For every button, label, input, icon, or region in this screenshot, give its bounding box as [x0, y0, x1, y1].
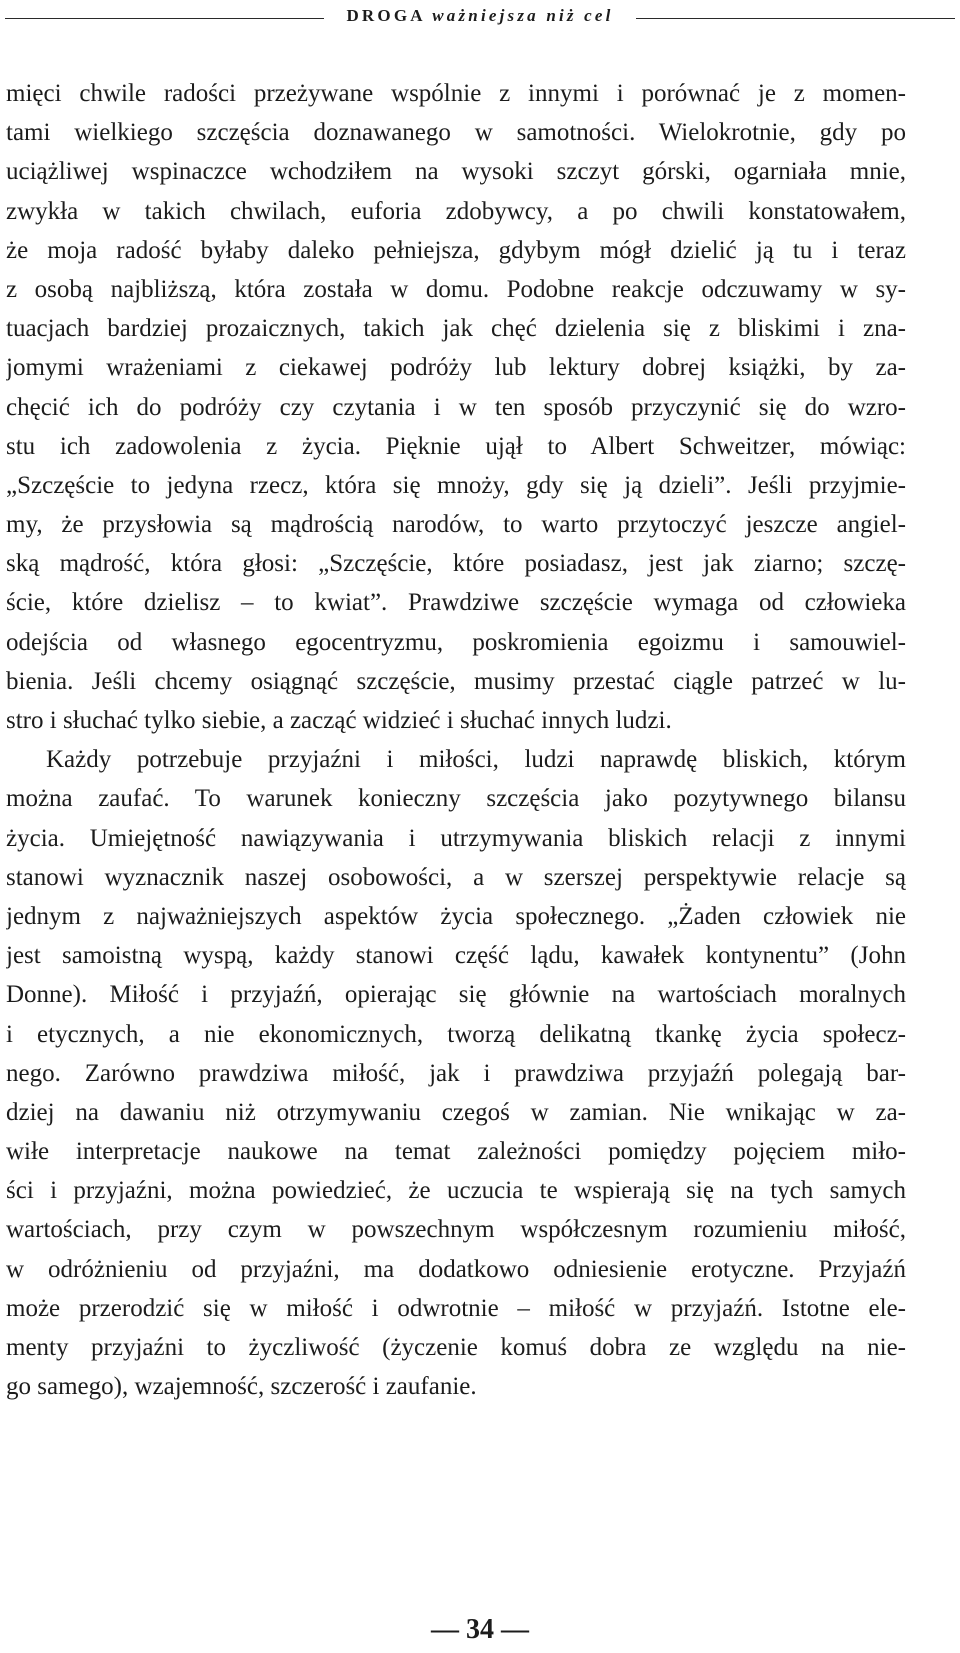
- text-line: ści i przyjaźni, można powiedzieć, że uczucia te wspierają się na tych samych: [6, 1177, 906, 1205]
- running-header-title: [346, 6, 613, 26]
- text-line: uciążliwej wspinaczce wchodziłem na wysoki szczyt górski, ogarniała mnie,: [6, 158, 906, 186]
- text-line: go samego), wzajemność, szczerość i zaufanie.: [6, 1373, 477, 1401]
- text-line: mięci chwile radości przeżywane wspólnie z innymi i porównać je z momen-: [6, 80, 906, 107]
- text-line: Każdy potrzebuje przyjaźni i miłości, ludzi naprawdę bliskich, którym: [46, 746, 906, 774]
- header-title-subtitle: ważniejsza niż cel: [432, 6, 614, 25]
- text-line: jomymi wrażeniami z ciekawej podróży lub lektury dobrej książki, by za-: [6, 354, 906, 382]
- page-number: — 34 —: [431, 1614, 529, 1645]
- text-line: dziej na dawaniu niż otrzymywaniu czegoś w zamian. Nie wnikając w za-: [6, 1098, 906, 1126]
- text-line: może przerodzić się w miłość i odwrotnie – miłość w przyjaźń. Istotne ele-: [6, 1294, 906, 1322]
- text-line: odejścia od własnego egocentryzmu, poskromienia egoizmu i samouwiel-: [6, 628, 906, 656]
- text-line: wiłe interpretacje naukowe na temat zależności pomiędzy pojęciem miło-: [6, 1138, 906, 1166]
- running-header: [0, 4, 960, 28]
- paragraph: [6, 74, 906, 740]
- text-line: my, że przysłowia są mądrością narodów, to warto przytoczyć jeszcze angiel-: [6, 511, 906, 539]
- text-line: zwykła w takich chwilach, euforia zdobywcy, a po chwili konstatowałem,: [6, 197, 906, 225]
- text-line: można zaufać. To warunek konieczny szczęścia jako pozytywnego bilansu: [6, 785, 906, 813]
- text-line: ską mądrość, która głosi: „Szczęście, które posiadasz, jest jak ziarno; szczę-: [6, 550, 906, 578]
- header-title-main: DROGA: [346, 6, 425, 25]
- text-line: stanowi wyznacznik naszej osobowości, a w szerszej perspektywie relacje są: [6, 863, 906, 891]
- text-line: tami wielkiego szczęścia doznawanego w samotności. Wielokrotnie, gdy po: [6, 119, 906, 147]
- text-line: życia. Umiejętność nawiązywania i utrzymywania bliskich relacji z innymi: [6, 824, 906, 852]
- text-line: jest samoistną wyspą, każdy stanowi część lądu, kawałek kontynentu” (John: [6, 942, 906, 970]
- text-line: ście, które dzielisz – to kwiat”. Prawdziwe szczęście wymaga od człowieka: [6, 589, 906, 617]
- text-line: w odróżnieniu od przyjaźni, ma dodatkowo odniesienie erotyczne. Przyjaźń: [6, 1255, 906, 1283]
- text-line: menty przyjaźni to życzliwość (życzenie komuś dobra ze względu na nie-: [6, 1334, 906, 1361]
- paragraph: [6, 740, 906, 1406]
- text-line: bienia. Jeśli chcemy osiągnąć szczęście, musimy przestać ciągle patrzeć w lu-: [6, 667, 906, 695]
- text-line: chęcić ich do podróży czy czytania i w ten sposób przyczynić się do wzro-: [6, 393, 906, 421]
- text-line: i etycznych, a nie ekonomicznych, tworzą delikatną tkankę życia społecz-: [6, 1020, 906, 1048]
- text-line: nego. Zarówno prawdziwa miłość, jak i prawdziwa przyjaźń polegają bar-: [6, 1059, 906, 1087]
- text-line: z osobą najbliższą, która została w domu. Podobne reakcje odczuwamy w sy-: [6, 275, 906, 303]
- text-line: stro i słuchać tylko siebie, a zacząć widzieć i słuchać innych ludzi.: [6, 707, 672, 734]
- text-line: jednym z najważniejszych aspektów życia społecznego. „Żaden człowiek nie: [6, 902, 906, 930]
- text-line: że moja radość byłaby daleko pełniejsza, gdybym mógł dzielić ją tu i teraz: [6, 236, 906, 264]
- header-rule-right: [636, 18, 955, 19]
- text-line: tuacjach bardziej prozaicznych, takich jak chęć dzielenia się z bliskimi i zna-: [6, 315, 906, 343]
- page-body-text: [6, 74, 906, 1406]
- header-rule-left: [5, 18, 324, 19]
- text-line: stu ich zadowolenia z życia. Pięknie ujął to Albert Schweitzer, mówiąc:: [6, 432, 906, 460]
- text-line: wartościach, przy czym w powszechnym współczesnym rozumieniu miłość,: [6, 1216, 906, 1244]
- text-line: „Szczęście to jedyna rzecz, która się mnoży, gdy się ją dzieli”. Jeśli przyjmie-: [6, 471, 906, 499]
- text-line: Donne). Miłość i przyjaźń, opierając się głównie na wartościach moralnych: [6, 981, 906, 1009]
